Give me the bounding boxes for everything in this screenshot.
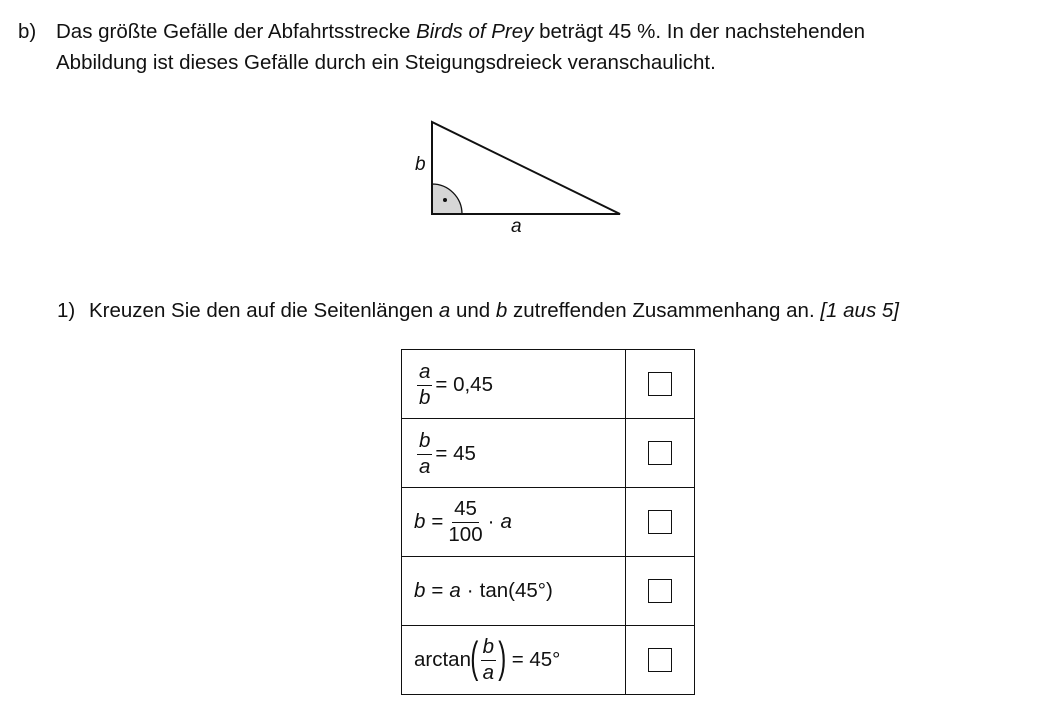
right-angle-dot — [443, 198, 447, 202]
fraction: $\frac{b}{a}$ — [419, 429, 431, 478]
right-angle-sector — [432, 184, 462, 214]
fraction: $\frac{45}{100}$ — [448, 497, 483, 546]
answer-options-table — [401, 349, 695, 695]
task-hint: [1 aus 5] — [820, 299, 899, 322]
option-checkbox-cell — [626, 488, 695, 557]
option-checkbox-3[interactable] — [648, 510, 672, 534]
option-row — [402, 350, 695, 419]
triangle — [432, 122, 620, 214]
option-expression: $\frac{a}{b}$ = 0,45 — [402, 350, 626, 419]
label-a: a — [511, 216, 522, 237]
option-row — [402, 488, 695, 557]
option-checkbox-2[interactable] — [648, 441, 672, 465]
option-row — [402, 557, 695, 626]
part-text-line-1 — [56, 16, 1016, 47]
part-text — [56, 16, 1016, 78]
slope-triangle-figure — [400, 108, 640, 243]
option-row — [402, 626, 695, 695]
option-checkbox-cell — [626, 557, 695, 626]
option-expression: b = $\frac{45}{100}$ · a — [402, 488, 626, 557]
option-checkbox-5[interactable] — [648, 648, 672, 672]
part-label: b) — [18, 20, 37, 43]
option-row — [402, 419, 695, 488]
option-checkbox-cell — [626, 350, 695, 419]
label-b: b — [415, 154, 426, 175]
line1-pre: Das größte Gefälle der Abfahrtsstrecke — [56, 20, 417, 43]
fraction: $\frac{a}{b}$ — [419, 360, 431, 409]
option-expression: $\frac{b}{a}$ = 45 — [402, 419, 626, 488]
task-var-b: b — [495, 299, 508, 322]
option-expression: arctan ( $\frac{b}{a}$ ) = 45° — [402, 626, 626, 695]
option-checkbox-cell — [626, 626, 695, 695]
task-number: 1) — [57, 299, 76, 322]
option-expression: b = a · tan(45°) — [402, 557, 626, 626]
option-checkbox-cell — [626, 419, 695, 488]
option-checkbox-1[interactable] — [648, 372, 672, 396]
task-var-a: a — [438, 299, 451, 322]
route-name: Birds of Prey — [416, 20, 534, 43]
part-text-line-2: Abbildung ist dieses Gefälle durch ein Steigungsdreieck veranschaulicht. — [56, 51, 716, 74]
fraction: $\frac{b}{a}$ — [482, 635, 495, 684]
task-text-mid: und — [450, 299, 496, 322]
line1-post: beträgt 45 %. In der nachstehenden — [533, 20, 866, 43]
task-text-post: zutreffenden Zusammenhang an. — [507, 299, 821, 322]
option-checkbox-4[interactable] — [648, 579, 672, 603]
task-1 — [57, 296, 899, 326]
task-text-pre: Kreuzen Sie den auf die Seitenlängen — [89, 299, 439, 322]
